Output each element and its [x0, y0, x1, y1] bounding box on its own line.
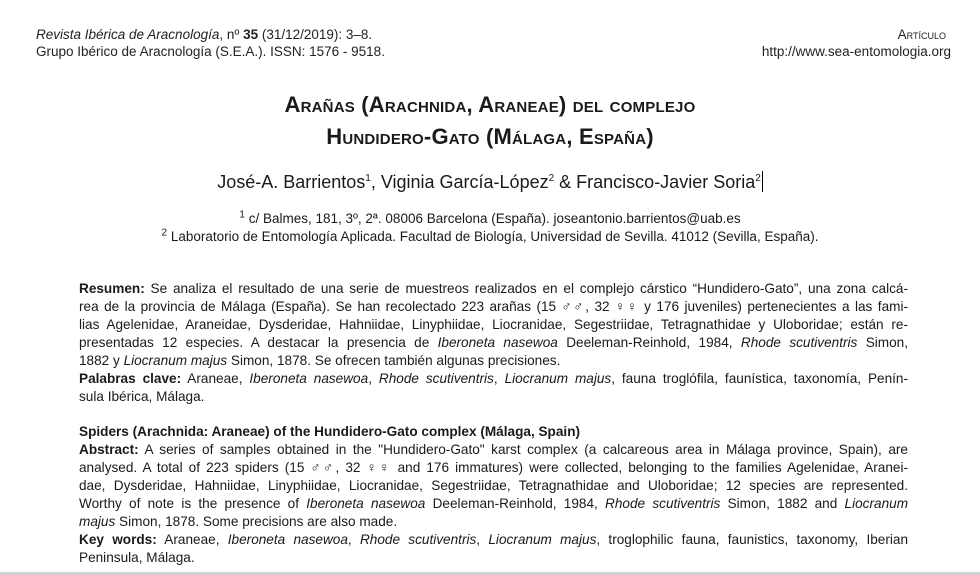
resumen-line-5: 1882 y Liocranum majus Simon, 1878. Se ofrecen también algunas precisiones.: [79, 353, 561, 368]
journal-name: Revista Ibérica de Aracnología: [36, 27, 220, 42]
affiliation-2: [0, 229, 980, 244]
affiliation-1-mark: 1: [239, 209, 245, 221]
paper-title-line1: Arañas (Arachnida, Araneae) del complejo: [284, 92, 696, 117]
affiliation-2-mark: 2: [161, 227, 168, 239]
abstract-line-2: analysed. A total of 223 spiders (15 ♂♂, 32 ♀♀ and 176 immatures) were collected, belonging to the families Agelenidae, Aranei-: [79, 460, 908, 475]
key-words-label: Key words:: [79, 532, 157, 547]
species-name: majus: [79, 514, 116, 529]
species-name: Iberoneta nasewoa: [249, 371, 369, 386]
resumen-line-4: presentadas 12 especies. A destacar la presencia de Iberoneta nasewoa Deeleman-Reinhold, 1984, Rhode scutiventris Simon,: [79, 335, 908, 350]
english-title: Spiders (Arachnida: Araneae) of the Hundidero-Gato complex (Málaga, Spain): [79, 424, 581, 439]
issue-prefix: , nº: [219, 27, 244, 42]
author-1: José-A. Barrientos: [217, 172, 366, 192]
affiliation-1: [0, 211, 980, 226]
issue-suffix: (31/12/2019): 3–8.: [258, 27, 373, 42]
affiliation-1-text: c/ Balmes, 181, 3º, 2ª. 08006 Barcelona (España). joseantonio.barrientos@uab.es: [244, 211, 741, 226]
author-2-affiliation-mark: 2: [548, 173, 555, 184]
resumen-line-1: Resumen: Se analiza el resultado de una serie de muestreos realizados en el complejo cárstico “Hundidero-Gato”, una zona calcá-: [79, 281, 908, 296]
abstract-label: Abstract:: [79, 442, 139, 457]
species-name: Rhode scutiventris: [359, 532, 477, 547]
palabras-clave-line-1: Palabras clave: Araneae, Iberoneta nasewoa, Rhode scutiventris, Liocranum majus, fauna troglófila, faunística, taxonomía, Penín-: [79, 371, 909, 386]
species-name: Iberoneta nasewoa: [306, 496, 426, 511]
group-issn-line: Grupo Ibérico de Aracnología (S.E.A.). ISSN: 1576 - 9518.: [36, 44, 385, 59]
species-name: Liocranum majus: [123, 353, 228, 368]
journal-citation: [36, 27, 372, 42]
resumen-line-3: lias Agelenidae, Araneidae, Dysderidae, Hahniidae, Linyphiidae, Liocranidae, Segestriidae, Tetragnathidae y Uloboridae; están re-: [79, 317, 908, 332]
author-1-affiliation-mark: 1: [365, 173, 371, 184]
article-type: Artículo: [897, 27, 946, 42]
abstract-line-4: Worthy of note is the presence of Iberoneta nasewoa Deeleman-Reinhold, 1984, Rhode scutiventris Simon, 1882 and Liocranum: [79, 496, 909, 511]
species-name: Liocranum majus: [504, 371, 612, 386]
resumen-label: Resumen:: [79, 281, 145, 296]
journal-website: http://www.sea-entomologia.org: [761, 44, 951, 59]
paper-title-line2: Hundidero-Gato (Málaga, España): [326, 124, 654, 149]
species-name: Rhode scutiventris: [740, 335, 858, 350]
abstract-line-3: dae, Dysderidae, Hahniidae, Linyphiidae, Liocranidae, Segestriidae, Tetragnathidae and Uloboridae; 12 species are represented.: [79, 478, 908, 493]
species-name: Iberoneta nasewoa: [437, 335, 558, 350]
palabras-clave-label: Palabras clave:: [79, 371, 182, 386]
authors-separator-1: ,: [370, 172, 381, 192]
authors-separator-2: &: [554, 172, 577, 192]
abstract-line-1: Abstract: A series of samples obtained in the "Hundidero-Gato" karst complex (a calcareous area in Málaga province, Spain), are: [79, 442, 908, 457]
species-name: Rhode scutiventris: [605, 496, 721, 511]
author-3-affiliation-mark: 2: [755, 173, 761, 184]
species-name: Liocranum: [844, 496, 909, 511]
resumen-line-2: rea de la provincia de Málaga (España). Se han recolectado 223 arañas (15 ♂♂, 32 ♀♀ y 176 juveniles) pertenecientes a las fami-: [79, 299, 908, 314]
affiliation-2-text: Laboratorio de Entomología Aplicada. Facultad de Biología, Universidad de Sevilla. 41012 (Sevilla, España).: [167, 229, 819, 244]
author-2: Viginia García-López: [380, 172, 549, 192]
text-cursor: [762, 171, 763, 192]
key-words-line-2: Peninsula, Málaga.: [79, 550, 195, 565]
key-words-line-1: Key words: Araneae, Iberoneta nasewoa, Rhode scutiventris, Liocranum majus, troglophilic fauna, faunistics, taxonomy, Iberian: [79, 532, 909, 547]
author-3: Francisco-Javier Soria: [576, 172, 756, 192]
species-name: Liocranum majus: [488, 532, 597, 547]
species-name: Rhode scutiventris: [378, 371, 494, 386]
authors-line: [0, 171, 980, 193]
abstract-line-5: majus Simon, 1878. Some precisions are also made.: [79, 514, 398, 529]
species-name: Iberoneta nasewoa: [227, 532, 348, 547]
issue-number: 35: [243, 27, 259, 42]
palabras-clave-line-2: sula Ibérica, Málaga.: [79, 389, 205, 404]
